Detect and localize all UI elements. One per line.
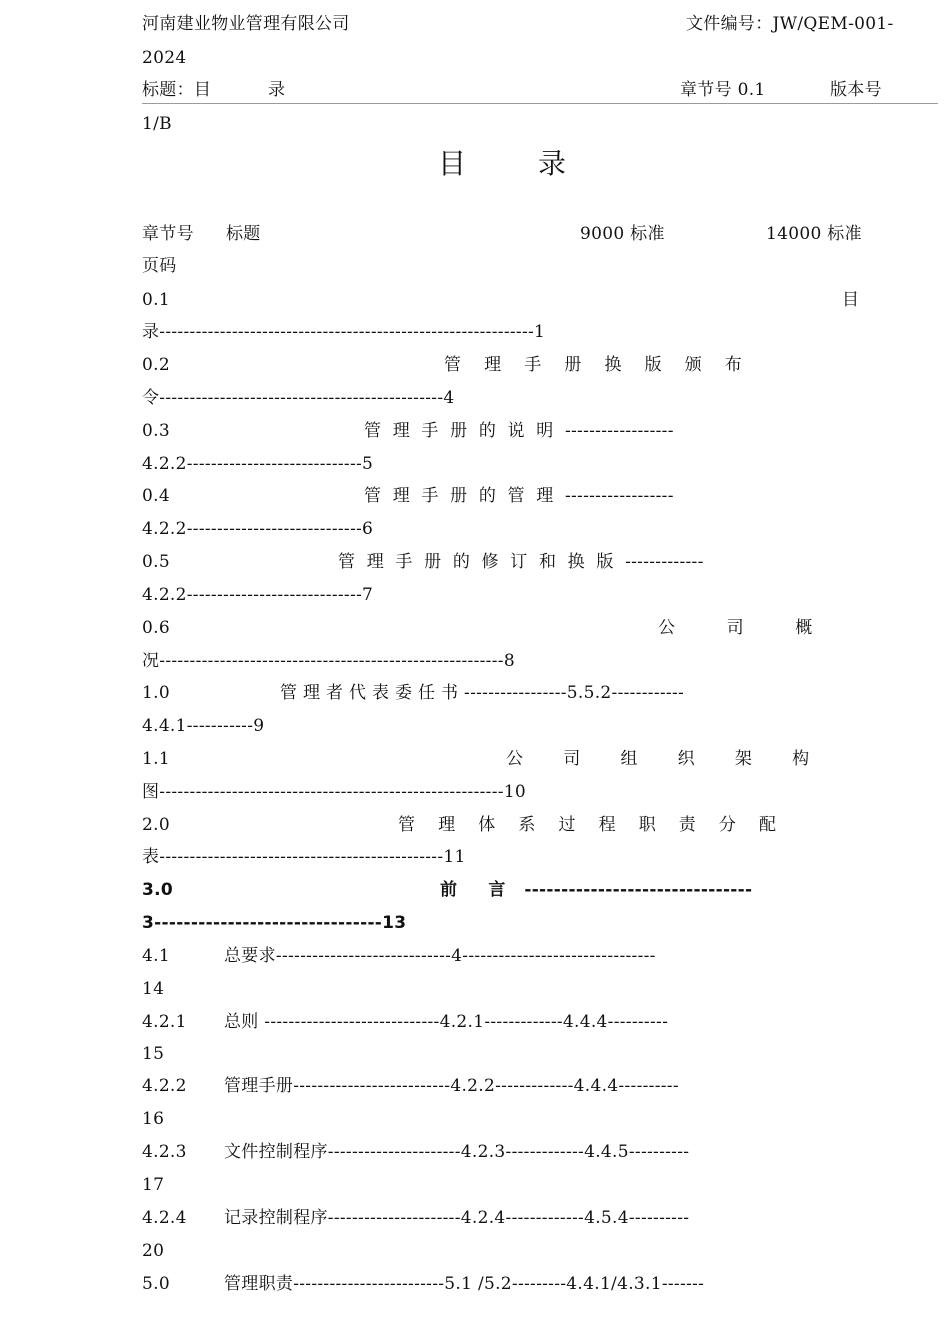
toc-line: 4.1 xyxy=(142,946,170,966)
toc-line: 4.2.2-----------------------------5 xyxy=(142,454,374,474)
toc-line: 4.4.1-----------9 xyxy=(142,716,265,736)
toc-line: 总则 -----------------------------4.2.1-------------4.4.4---------- xyxy=(224,1012,669,1032)
toc-line: 4.2.3 xyxy=(142,1142,187,1162)
toc-line: 3.0 xyxy=(142,880,174,900)
toc-line: 管理手册--------------------------4.2.2-------------4.4.4---------- xyxy=(224,1076,679,1096)
chapter-number: 章节号 0.1 xyxy=(680,80,766,100)
toc-line: 记录控制程序----------------------4.2.4-------------4.5.4---------- xyxy=(224,1208,690,1228)
toc-line: 0.3 xyxy=(142,421,170,441)
toc-line: 0.6 xyxy=(142,618,170,638)
toc-line: 1.1 xyxy=(142,749,170,769)
toc-line: 目 xyxy=(842,290,860,310)
toc-line: 文件控制程序----------------------4.2.3-------------4.4.5---------- xyxy=(224,1142,690,1162)
header-title-label-2: 录 xyxy=(268,80,286,100)
toc-line: 管理职责-------------------------5.1 /5.2---------4.4.1/4.3.1------- xyxy=(224,1274,705,1294)
column-chapter: 章节号 xyxy=(142,224,194,244)
toc-line: 公 司 组 织 架 构 xyxy=(506,749,810,769)
document-number-continued: 2024 xyxy=(142,48,187,68)
column-std9000: 9000 标准 xyxy=(580,224,665,244)
page-title-char-1: 目 xyxy=(438,147,467,180)
toc-line: 4.2.2-----------------------------6 xyxy=(142,519,374,539)
version-label: 版本号 xyxy=(830,80,882,100)
toc-line: 管 理 体 系 过 程 职 责 分 配 xyxy=(398,815,777,835)
toc-line: 录--------------------------------------------------------------1 xyxy=(142,322,546,342)
toc-line: 2.0 xyxy=(142,815,170,835)
version-value: 1/B xyxy=(142,114,172,134)
company-name: 河南建业物业管理有限公司 xyxy=(142,14,350,34)
toc-line: 14 xyxy=(142,979,165,999)
toc-line: 20 xyxy=(142,1241,165,1261)
document-number: 文件编号：JW/QEM-001- xyxy=(686,14,894,34)
toc-line: 4.2.2-----------------------------7 xyxy=(142,585,374,605)
toc-line: 图---------------------------------------------------------10 xyxy=(142,782,527,802)
toc-line: 总要求-----------------------------4-------------------------------- xyxy=(224,946,656,966)
toc-line: 3-------------------------------13 xyxy=(142,913,407,933)
toc-line: 管 理 手 册 的 说 明 ------------------ xyxy=(364,421,674,441)
header-divider xyxy=(142,103,938,104)
toc-line: 0.2 xyxy=(142,355,170,375)
toc-line: 4.2.1 xyxy=(142,1012,187,1032)
toc-line: 管 理 手 册 的 管 理 ------------------ xyxy=(364,486,674,506)
toc-line: 管 理 手 册 的 修 订 和 换 版 ------------- xyxy=(338,552,704,572)
toc-line: 15 xyxy=(142,1044,165,1064)
toc-line: 1.0 xyxy=(142,683,170,703)
toc-line: 5.0 xyxy=(142,1274,170,1294)
toc-line: 0.5 xyxy=(142,552,170,572)
toc-line: 前 言 ------------------------------- xyxy=(440,880,753,900)
toc-line: 况---------------------------------------------------------8 xyxy=(142,651,515,671)
toc-line: 表-----------------------------------------------11 xyxy=(142,847,466,867)
column-title: 标题 xyxy=(226,224,261,244)
toc-line: 令-----------------------------------------------4 xyxy=(142,388,455,408)
toc-line: 4.2.2 xyxy=(142,1076,187,1096)
column-page: 页码 xyxy=(142,256,177,276)
toc-line: 16 xyxy=(142,1109,165,1129)
page-title-char-2: 录 xyxy=(538,147,567,180)
header-title-label: 标题：目 xyxy=(142,80,212,100)
toc-line: 公 司 概 xyxy=(658,618,813,638)
toc-line: 4.2.4 xyxy=(142,1208,187,1228)
toc-line: 管 理 者 代 表 委 任 书 -----------------5.5.2------------ xyxy=(280,683,685,703)
toc-line: 管 理 手 册 换 版 颁 布 xyxy=(444,355,743,375)
toc-line: 17 xyxy=(142,1175,165,1195)
toc-line: 0.1 xyxy=(142,290,170,310)
column-std14000: 14000 标准 xyxy=(766,224,862,244)
toc-line: 0.4 xyxy=(142,486,170,506)
